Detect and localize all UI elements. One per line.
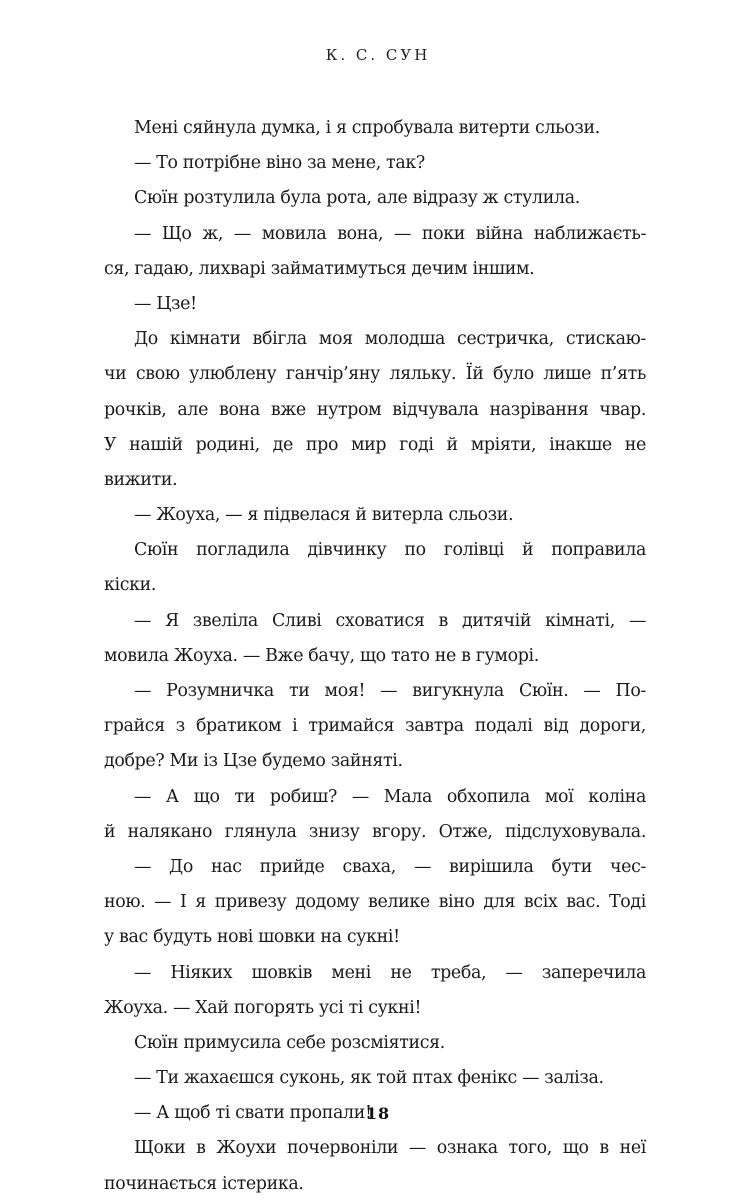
text-line: у вас будуть нові шовки на сукні! <box>104 927 400 948</box>
text-line: Щоки в Жоухи почервоніли — ознака того, що в неї <box>134 1138 646 1159</box>
text-line: — Я звеліла Сливі сховатися в дитячій кімнаті, — <box>134 610 646 631</box>
text-line: — Цзе! <box>134 293 197 314</box>
text-line: — А що ти робиш? — Мала обхопила мої коліна <box>134 786 646 807</box>
text-line: — Ти жахаєшся суконь, як той птах фенікс — заліза. <box>134 1068 604 1089</box>
running-header: К. С. СУН <box>325 46 431 64</box>
text-line: вижити. <box>104 469 178 490</box>
text-line: добре? Ми із Цзе будемо зайняті. <box>104 751 403 772</box>
text-line: Сюїн погладила дівчинку по голівці й поправила <box>134 540 646 561</box>
text-line: чи свою улюблену ганчір’яну ляльку. Їй було лише п’ять <box>104 364 646 385</box>
text-line: — Що ж, — мовила вона, — поки війна наближаєть- <box>134 223 646 244</box>
text-line: й налякано глянула знизу вгору. Отже, підслуховувала. <box>104 821 646 842</box>
text-line: — Жоуха, — я підвелася й витерла сльози. <box>134 505 514 526</box>
page-number: 18 <box>365 1104 391 1123</box>
text-line: ся, гадаю, лихварі займатимуться дечим іншим. <box>104 258 535 279</box>
text-line: починається істерика. <box>104 1173 304 1194</box>
text-line: — До нас прийде сваха, — вирішила бути чес- <box>134 856 646 877</box>
text-line: Жоуха. — Хай погорять усі ті сукні! <box>104 997 422 1018</box>
text-line: — То потрібне віно за мене, так? <box>134 153 425 174</box>
text-line: Мені сяйнула думка, і я спробувала витерти сльози. <box>134 118 600 138</box>
text-line: кіски. <box>104 575 157 596</box>
text-line: Сюїн розтулила була рота, але відразу ж стулила. <box>134 188 580 209</box>
text-line: — А щоб ті свати пропали! <box>134 1103 372 1124</box>
text-line: рочків, але вона вже нутром відчувала назрівання чвар. <box>104 399 646 420</box>
body-text <box>104 111 646 1202</box>
text-line: грайся з братиком і тримайся завтра подалі від дороги, <box>104 716 646 737</box>
text-line: У нашій родині, де про мир годі й мріяти, інакше не <box>104 434 646 455</box>
text-line: — Ніяких шовків мені не треба, — заперечила <box>134 962 646 983</box>
text-line: Сюїн примусила себе розсміятися. <box>134 1032 445 1053</box>
text-line: До кімнати вбігла моя молодша сестричка, стискаю- <box>134 329 646 350</box>
text-line: ною. — І я привезу додому велике віно для всіх вас. Тоді <box>104 892 646 913</box>
text-line: мовила Жоуха. — Вже бачу, що тато не в гуморі. <box>104 645 539 666</box>
text-line: — Розумничка ти моя! — вигукнула Сюїн. — По- <box>134 681 646 701</box>
